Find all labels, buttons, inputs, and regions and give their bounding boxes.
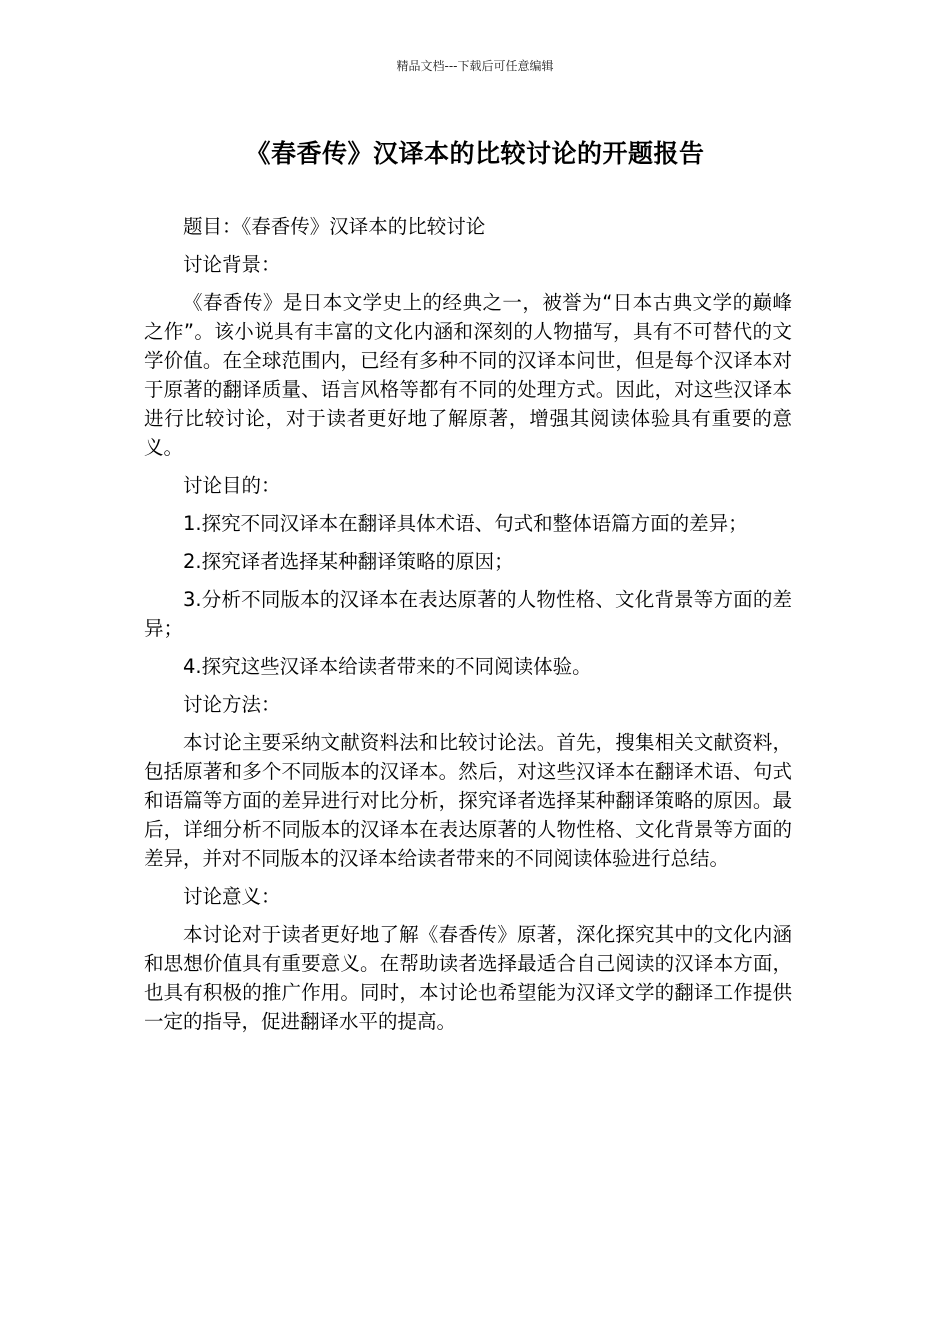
- method-paragraph: 本讨论主要采纳文献资料法和比较讨论法。首先，搜集相关文献资料，包括原著和多个不同版本的汉译本。然后，对这些汉译本在翻译术语、句式和语篇等方面的差异进行对比分析，探究译者选择某种翻译策略的原因。最后，详细分析不同版本的汉译本在表达原著的人物性格、文化背景等方面的差异，并对不同版本的汉译本给读者带来的不同阅读体验进行总结。: [144, 731, 792, 870]
- purpose-item-1: 1.探究不同汉译本在翻译具体术语、句式和整体语篇方面的差异；: [183, 512, 748, 535]
- document-title: 《春香传》汉译本的比较讨论的开题报告: [245, 139, 705, 168]
- page-header: 精品文档---下载后可任意编辑: [396, 59, 554, 73]
- background-paragraph: 《春香传》是日本文学史上的经典之一，被誉为“日本古典文学的巅峰之作”。该小说具有丰富的文化内涵和深刻的人物描写，具有不可替代的文学价值。在全球范围内，已经有多种不同的汉译本问世，但是每个汉译本对于原著的翻译质量、语言风格等都有不同的处理方式。因此，对这些汉译本进行比较讨论，对于读者更好地了解原著，增强其阅读体验具有重要的意义。: [144, 291, 792, 459]
- section-heading-background: 讨论背景：: [183, 253, 281, 276]
- section-heading-significance: 讨论意义：: [183, 885, 281, 908]
- topic-line: 题目：《春香传》汉译本的比较讨论: [183, 215, 486, 238]
- purpose-item-4: 4.探究这些汉译本给读者带来的不同阅读体验。: [183, 655, 592, 678]
- section-heading-purpose: 讨论目的：: [183, 474, 281, 497]
- section-heading-method: 讨论方法：: [183, 693, 281, 716]
- document-body: [144, 212, 792, 1045]
- significance-paragraph: 本讨论对于读者更好地了解《春香传》原著，深化探究其中的文化内涵和思想价值具有重要意义。在帮助读者选择最适合自己阅读的汉译本方面，也具有积极的推广作用。同时，本讨论也希望能为汉译文学的翻译工作提供一定的指导，促进翻译水平的提高。: [144, 923, 792, 1033]
- purpose-item-2: 2.探究译者选择某种翻译策略的原因；: [183, 550, 514, 573]
- purpose-item-3: 3.分析不同版本的汉译本在表达原著的人物性格、文化背景等方面的差异；: [144, 588, 792, 640]
